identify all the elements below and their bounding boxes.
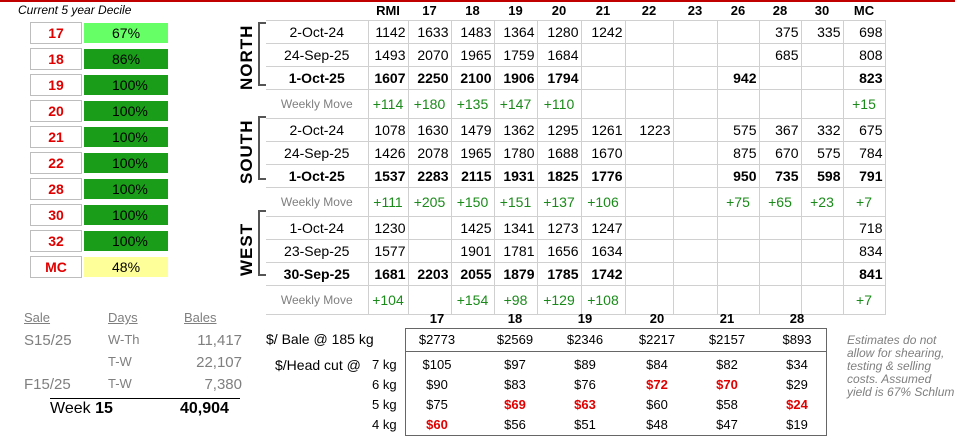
- table-cell: [673, 240, 717, 263]
- table-cell: +108: [581, 286, 625, 315]
- row-date: 2-Oct-24: [266, 21, 368, 44]
- price-col-header: 18: [507, 311, 523, 326]
- table-cell: 1780: [494, 142, 537, 165]
- decile-row-28: [30, 178, 148, 200]
- row-date: 24-Sep-25: [266, 142, 368, 165]
- table-cell: 1362: [494, 119, 537, 142]
- table-cell: [625, 142, 673, 165]
- table-cell: 1901: [451, 240, 494, 263]
- head-price: $60: [426, 417, 448, 432]
- table-cell: [717, 240, 759, 263]
- table-cell: +111: [368, 188, 408, 217]
- table-cell: [581, 44, 625, 67]
- weekly-move-row: [266, 188, 885, 217]
- table-cell: 1879: [494, 263, 537, 286]
- table-cell: 791: [843, 165, 885, 188]
- head-price: $48: [646, 417, 668, 432]
- price-col-header: 28: [789, 311, 805, 326]
- head-price: $76: [574, 377, 596, 392]
- decile-value: 100%: [84, 127, 168, 147]
- table-cell: +75: [717, 188, 759, 217]
- price-table-header: [266, 0, 885, 21]
- table-cell: 2283: [408, 165, 451, 188]
- table-cell: 2078: [408, 142, 451, 165]
- table-cell: [801, 44, 843, 67]
- table-cell: 367: [759, 119, 801, 142]
- head-price: $19: [786, 417, 808, 432]
- decile-row-22: [30, 152, 148, 174]
- table-cell: [625, 240, 673, 263]
- head-price: $56: [504, 417, 526, 432]
- bale-price: $2346: [566, 332, 604, 347]
- sale-bales: 11,417: [197, 332, 242, 349]
- table-cell: 1247: [581, 217, 625, 240]
- sale-id: F15/25: [24, 376, 71, 393]
- table-cell: +7: [843, 286, 885, 315]
- table-cell: 1688: [537, 142, 581, 165]
- col-header: 19: [508, 2, 523, 18]
- table-cell: 1425: [451, 217, 494, 240]
- head-price: $84: [646, 357, 668, 372]
- table-cell: 1931: [494, 165, 537, 188]
- table-cell: 1483: [451, 21, 494, 44]
- table-cell: +65: [759, 188, 801, 217]
- table-cell: 808: [843, 44, 885, 67]
- table-cell: +205: [408, 188, 451, 217]
- row-date: 1-Oct-25: [266, 165, 368, 188]
- region-south: SOUTH: [237, 119, 256, 184]
- table-cell: [717, 90, 759, 119]
- table-cell: 1078: [368, 119, 408, 142]
- table-row: [266, 21, 885, 44]
- decile-label: 21: [30, 126, 82, 148]
- sale-header: Sale: [24, 310, 51, 325]
- decile-value: 100%: [84, 231, 168, 251]
- table-cell: 1825: [537, 165, 581, 188]
- table-cell: 1341: [494, 217, 537, 240]
- table-cell: [801, 240, 843, 263]
- table-cell: 2250: [408, 67, 451, 90]
- col-header: 18: [465, 2, 480, 18]
- table-cell: 1781: [494, 240, 537, 263]
- table-row: [266, 263, 885, 286]
- table-cell: [801, 90, 843, 119]
- head-kg-label: 7 kg: [372, 357, 397, 372]
- table-cell: 698: [843, 21, 885, 44]
- table-cell: +180: [408, 90, 451, 119]
- sale-days: T-W: [108, 354, 132, 369]
- table-cell: +104: [368, 286, 408, 315]
- table-cell: +7: [843, 188, 885, 217]
- table-cell: 784: [843, 142, 885, 165]
- bracket-west: [258, 210, 266, 276]
- table-cell: 942: [717, 67, 759, 90]
- row-date: Weekly Move: [266, 90, 368, 119]
- price-col-header: 19: [577, 311, 593, 326]
- decile-value: 100%: [84, 75, 168, 95]
- table-cell: [673, 188, 717, 217]
- bale-price: $2773: [418, 332, 456, 347]
- table-cell: +137: [537, 188, 581, 217]
- price-table: [266, 0, 886, 315]
- table-cell: 1230: [368, 217, 408, 240]
- table-cell: [717, 21, 759, 44]
- sale-id: S15/25: [24, 332, 72, 349]
- table-cell: 575: [801, 142, 843, 165]
- table-cell: [673, 119, 717, 142]
- table-cell: +98: [494, 286, 537, 315]
- decile-row-17: [30, 22, 141, 44]
- table-cell: [625, 90, 673, 119]
- bale-price: $2157: [708, 332, 746, 347]
- table-cell: 1261: [581, 119, 625, 142]
- table-cell: 1273: [537, 217, 581, 240]
- decile-row-32: [30, 230, 148, 252]
- table-cell: 1776: [581, 165, 625, 188]
- days-header: Days: [108, 310, 138, 325]
- table-cell: 1607: [368, 67, 408, 90]
- table-cell: 1142: [368, 21, 408, 44]
- table-cell: 2115: [451, 165, 494, 188]
- table-cell: [759, 90, 801, 119]
- decile-value: 48%: [84, 257, 168, 277]
- bale-price: $2217: [638, 332, 676, 347]
- table-cell: [625, 44, 673, 67]
- table-cell: 1630: [408, 119, 451, 142]
- table-cell: +147: [494, 90, 537, 119]
- region-west: WEST: [237, 222, 256, 276]
- table-cell: [581, 90, 625, 119]
- head-price: $105: [422, 357, 452, 372]
- table-row: [266, 165, 885, 188]
- region-north: NORTH: [237, 24, 256, 90]
- bracket-north: [258, 22, 266, 86]
- table-cell: +114: [368, 90, 408, 119]
- decile-label: MC: [30, 256, 82, 278]
- decile-row-30: [30, 204, 148, 226]
- sale-bales: 7,380: [204, 376, 242, 393]
- head-price: $72: [646, 377, 668, 392]
- head-price: $24: [786, 397, 808, 412]
- table-cell: 1479: [451, 119, 494, 142]
- table-cell: +154: [451, 286, 494, 315]
- table-cell: [625, 67, 673, 90]
- head-kg-label: 6 kg: [372, 377, 397, 392]
- decile-label: 22: [30, 152, 82, 174]
- head-price: $29: [786, 377, 808, 392]
- table-row: [266, 240, 885, 263]
- table-cell: 1280: [537, 21, 581, 44]
- decile-label: 18: [30, 48, 82, 70]
- table-cell: 735: [759, 165, 801, 188]
- table-cell: [759, 217, 801, 240]
- table-cell: [673, 165, 717, 188]
- estimate-note: Estimates do not allow for shearing, testing & selling costs. Assumed yield is 67% Schlum: [847, 333, 955, 399]
- table-cell: 1242: [581, 21, 625, 44]
- table-cell: 1295: [537, 119, 581, 142]
- bales-header: Bales: [184, 310, 217, 325]
- table-cell: [673, 44, 717, 67]
- week-total: 40,904: [180, 400, 229, 417]
- head-price: $83: [504, 377, 526, 392]
- table-row: [266, 67, 885, 90]
- table-cell: 1426: [368, 142, 408, 165]
- head-price: $90: [426, 377, 448, 392]
- table-cell: +106: [581, 188, 625, 217]
- table-cell: [625, 263, 673, 286]
- col-header: RMI: [376, 2, 400, 18]
- col-header: 17: [422, 2, 437, 18]
- row-date: 1-Oct-24: [266, 217, 368, 240]
- table-cell: [625, 217, 673, 240]
- decile-row-MC: [30, 256, 141, 278]
- head-price: $51: [574, 417, 596, 432]
- table-row: [266, 142, 885, 165]
- table-cell: 2203: [408, 263, 451, 286]
- head-price: $63: [574, 397, 596, 412]
- table-cell: 1684: [537, 44, 581, 67]
- col-header: 22: [641, 2, 657, 18]
- table-cell: 841: [843, 263, 885, 286]
- table-cell: 332: [801, 119, 843, 142]
- head-box: [405, 351, 827, 436]
- col-header: 30: [814, 2, 830, 18]
- table-row: [266, 119, 885, 142]
- table-cell: 1965: [451, 44, 494, 67]
- table-cell: 1493: [368, 44, 408, 67]
- row-date: 30-Sep-25: [266, 263, 368, 286]
- col-header: 28: [772, 2, 788, 18]
- head-price: $60: [646, 397, 668, 412]
- decile-value: 100%: [84, 205, 168, 225]
- weekly-move-row: [266, 90, 885, 119]
- head-kg-label: 5 kg: [372, 397, 397, 412]
- head-price: $97: [504, 357, 526, 372]
- price-col-header: 20: [649, 311, 665, 326]
- decile-label: 19: [30, 74, 82, 96]
- table-cell: 1681: [368, 263, 408, 286]
- col-header: [266, 0, 368, 21]
- col-header: 23: [687, 2, 703, 18]
- table-cell: 875: [717, 142, 759, 165]
- table-cell: [801, 67, 843, 90]
- decile-title: Current 5 year Decile: [18, 3, 132, 17]
- decile-row-19: [30, 74, 148, 96]
- price-col-header: 17: [429, 311, 445, 326]
- decile-value: 100%: [84, 153, 168, 173]
- table-cell: [717, 263, 759, 286]
- week-number: 15: [95, 400, 113, 417]
- table-cell: 1759: [494, 44, 537, 67]
- row-date: 23-Sep-25: [266, 240, 368, 263]
- table-row: [266, 44, 885, 67]
- row-date: Weekly Move: [266, 286, 368, 315]
- table-cell: [673, 142, 717, 165]
- bracket-south: [258, 116, 266, 180]
- decile-label: 32: [30, 230, 82, 252]
- table-cell: [673, 21, 717, 44]
- table-cell: [717, 217, 759, 240]
- table-cell: [759, 263, 801, 286]
- head-price: $69: [504, 397, 526, 412]
- decile-label: 17: [30, 22, 82, 44]
- table-cell: 1965: [451, 142, 494, 165]
- table-cell: [717, 44, 759, 67]
- decile-row-21: [30, 126, 148, 148]
- table-cell: 1223: [625, 119, 673, 142]
- head-label: $/Head cut @: [275, 357, 361, 373]
- table-row: [266, 217, 885, 240]
- table-cell: [625, 21, 673, 44]
- head-price: $70: [716, 377, 738, 392]
- table-cell: 834: [843, 240, 885, 263]
- table-cell: [673, 263, 717, 286]
- row-date: 1-Oct-25: [266, 67, 368, 90]
- row-date: 24-Sep-25: [266, 44, 368, 67]
- table-cell: [625, 165, 673, 188]
- table-cell: [801, 217, 843, 240]
- table-cell: 823: [843, 67, 885, 90]
- table-cell: +151: [494, 188, 537, 217]
- table-cell: [581, 67, 625, 90]
- table-cell: +110: [537, 90, 581, 119]
- col-header: 20: [551, 2, 567, 18]
- table-cell: 2070: [408, 44, 451, 67]
- decile-label: 20: [30, 100, 82, 122]
- table-cell: 1742: [581, 263, 625, 286]
- table-cell: [408, 240, 451, 263]
- table-cell: +23: [801, 188, 843, 217]
- table-cell: 1537: [368, 165, 408, 188]
- table-cell: 1634: [581, 240, 625, 263]
- table-cell: 685: [759, 44, 801, 67]
- decile-row-20: [30, 100, 148, 122]
- decile-value: 86%: [84, 49, 168, 69]
- decile-value: 100%: [84, 179, 168, 199]
- decile-value: 100%: [84, 101, 168, 121]
- row-date: 2-Oct-24: [266, 119, 368, 142]
- table-cell: +135: [451, 90, 494, 119]
- table-cell: 1794: [537, 67, 581, 90]
- head-price: $89: [574, 357, 596, 372]
- table-cell: 2100: [451, 67, 494, 90]
- table-cell: 670: [759, 142, 801, 165]
- sale-days: T-W: [108, 376, 132, 391]
- table-cell: [673, 90, 717, 119]
- table-cell: 950: [717, 165, 759, 188]
- table-cell: [759, 240, 801, 263]
- table-cell: +129: [537, 286, 581, 315]
- week-divider: [50, 398, 240, 399]
- row-date: Weekly Move: [266, 188, 368, 217]
- table-cell: 718: [843, 217, 885, 240]
- table-cell: +150: [451, 188, 494, 217]
- table-cell: 1633: [408, 21, 451, 44]
- bale-label: $/ Bale @ 185 kg: [266, 331, 374, 347]
- decile-row-18: [30, 48, 141, 70]
- bale-box: [405, 328, 827, 352]
- bale-price: $893: [782, 332, 812, 347]
- table-cell: 675: [843, 119, 885, 142]
- decile-label: 30: [30, 204, 82, 226]
- head-price: $75: [426, 397, 448, 412]
- price-col-header: 21: [719, 311, 735, 326]
- table-cell: [625, 188, 673, 217]
- table-cell: 375: [759, 21, 801, 44]
- head-price: $34: [786, 357, 808, 372]
- table-cell: 1364: [494, 21, 537, 44]
- table-cell: 1656: [537, 240, 581, 263]
- head-kg-label: 4 kg: [372, 417, 397, 432]
- week-label: Week 15: [50, 400, 113, 417]
- head-price: $82: [716, 357, 738, 372]
- table-cell: 1906: [494, 67, 537, 90]
- decile-label: 28: [30, 178, 82, 200]
- sale-days: W-Th: [108, 332, 140, 347]
- col-header: 26: [730, 2, 746, 18]
- sale-bales: 22,107: [196, 354, 242, 371]
- table-cell: [673, 217, 717, 240]
- head-price: $58: [716, 397, 738, 412]
- table-cell: [801, 263, 843, 286]
- table-cell: [673, 67, 717, 90]
- table-cell: 2055: [451, 263, 494, 286]
- table-cell: [759, 67, 801, 90]
- table-cell: [408, 217, 451, 240]
- bale-price: $2569: [496, 332, 534, 347]
- col-header: 21: [595, 2, 611, 18]
- col-header: MC: [853, 2, 875, 18]
- table-cell: +15: [843, 90, 885, 119]
- table-cell: 598: [801, 165, 843, 188]
- head-price: $47: [716, 417, 738, 432]
- table-cell: 1785: [537, 263, 581, 286]
- decile-value: 67%: [84, 23, 168, 43]
- table-cell: 1577: [368, 240, 408, 263]
- table-cell: 335: [801, 21, 843, 44]
- table-cell: 1670: [581, 142, 625, 165]
- table-cell: 575: [717, 119, 759, 142]
